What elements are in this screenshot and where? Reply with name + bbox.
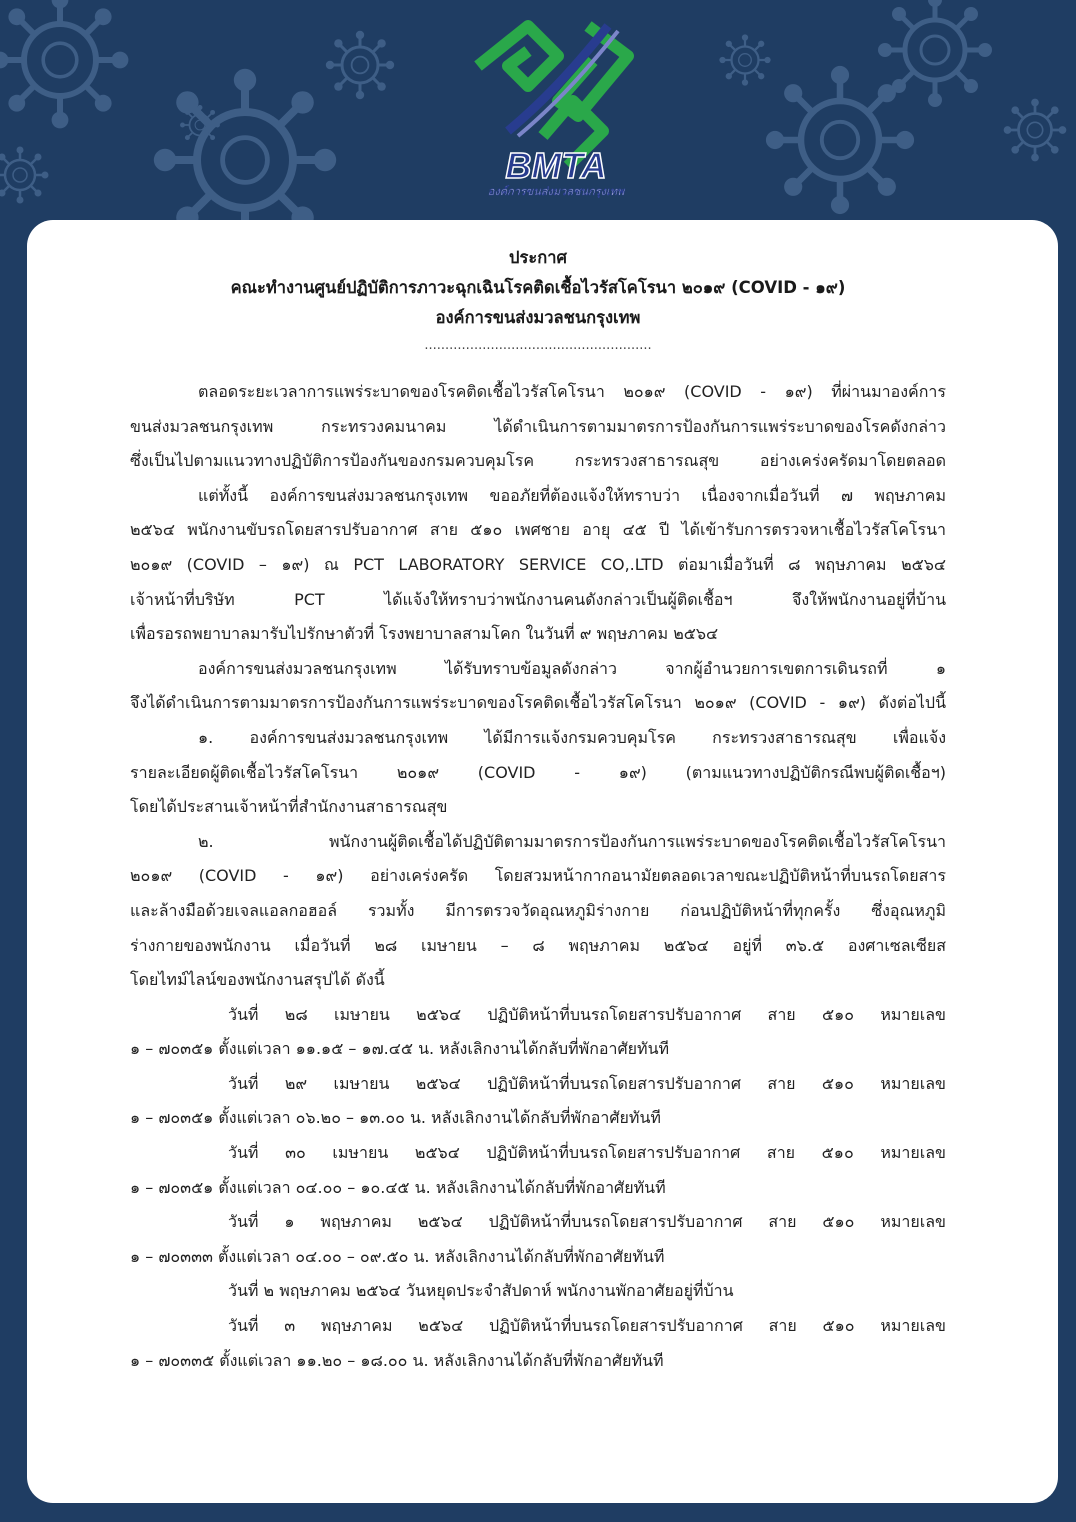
timeline-entry-line: ๑ – ๗๐๓๓๓ ตั้งแต่เวลา ๐๔.๐๐ – ๐๙.๕๐ น. หลังเลิกงานได้กลับที่พักอาศัยทันที <box>130 1246 665 1266</box>
list-item-1-line: ๑. องค์การขนส่งมวลชนกรุงเทพ ได้มีการแจ้งกรมควบคุมโรค กระทรวงสาธารณสุข เพื่อแจ้ง <box>198 727 946 747</box>
list-item-2-line: ๒๐๑๙ (COVID - ๑๙) อย่างเคร่งครัด โดยสวมหน้ากากอนามัยตลอดเวลาขณะปฏิบัติหน้าที่บนรถโดยสาร <box>130 866 946 886</box>
timeline-entry-line: ๑ – ๗๐๓๕๑ ตั้งแต่เวลา ๐๖.๒๐ – ๑๓.๐๐ น. หลังเลิกงานได้กลับที่พักอาศัยทันที <box>130 1108 661 1128</box>
timeline-entry-line: วันที่ ๒๙ เมษายน ๒๕๖๔ ปฏิบัติหน้าที่บนรถโดยสารปรับอากาศ สาย ๕๑๐ หมายเลข <box>228 1073 946 1093</box>
paragraph-line: ขนส่งมวลชนกรุงเทพ กระทรวงคมนาคม ได้ดำเนินการตามมาตรการป้องกันการแพร่ระบาดของโรคดังกล่าว <box>130 416 946 436</box>
bmta-logo <box>468 6 644 202</box>
paragraph-line: องค์การขนส่งมวลชนกรุงเทพ ได้รับทราบข้อมูลดังกล่าว จากผู้อำนวยการเขตการเดินรถที่ ๑ <box>198 658 946 678</box>
list-item-2-line: และล้างมือด้วยเจลแอลกอฮอล์ รวมทั้ง มีการตรวจวัดอุณหภูมิร่างกาย ก่อนปฏิบัติหน้าที่ทุกครั้ง ซึ่งอุณหภูมิ <box>130 900 946 920</box>
heading-organization: องค์การขนส่งมวลชนกรุงเทพ <box>435 308 641 327</box>
paragraph-line: ๒๐๑๙ (COVID – ๑๙) ณ PCT LABORATORY SERVICE CO,.LTD ต่อมาเมื่อวันที่ ๘ พฤษภาคม ๒๕๖๔ <box>130 554 946 574</box>
paragraph-line: เพื่อรอรถพยาบาลมารับไปรักษาตัวที่ โรงพยาบาลสามโคก ในวันที่ ๙ พฤษภาคม ๒๕๖๔ <box>130 624 719 644</box>
paragraph-line: ๒๕๖๔ พนักงานขับรถโดยสารปรับอากาศ สาย ๕๑๐ เพศชาย อายุ ๔๕ ปี ได้เข้ารับการตรวจหาเชื้อไวรัสโคโรนา <box>130 520 946 540</box>
logo-green-shape-left <box>478 26 558 86</box>
list-item-2-line: โดยไทม์ไลน์ของพนักงานสรุปได้ ดังนี้ <box>130 970 385 990</box>
timeline-entry-line: วันที่ ๑ พฤษภาคม ๒๕๖๔ ปฏิบัติหน้าที่บนรถโดยสารปรับอากาศ สาย ๕๑๐ หมายเลข <box>228 1212 946 1232</box>
paragraph-line: เจ้าหน้าที่บริษัท PCT ได้แจ้งให้ทราบว่าพนักงานคนดังกล่าวเป็นผู้ติดเชื้อฯ จึงให้พนักงานอยู่ที่บ้าน <box>130 589 946 609</box>
heading-announcement: ประกาศ <box>509 248 567 267</box>
logo-subtitle: องค์การขนส่งมวลชนกรุงเทพ <box>487 185 625 198</box>
timeline-entry-line: ๑ – ๗๐๓๕๑ ตั้งแต่เวลา ๑๑.๑๕ – ๑๗.๔๕ น. หลังเลิกงานได้กลับที่พักอาศัยทันที <box>130 1039 670 1059</box>
list-item-2-line: ๒. พนักงานผู้ติดเชื้อได้ปฏิบัติตามมาตรการป้องกันการแพร่ระบาดของโรคติดเชื้อไวรัสโคโรนา <box>198 831 946 851</box>
heading-separator: ....................................................... <box>424 338 652 353</box>
timeline-entry-line: ๑ – ๗๐๓๕๑ ตั้งแต่เวลา ๐๔.๐๐ – ๑๐.๔๕ น. หลังเลิกงานได้กลับที่พักอาศัยทันที <box>130 1177 666 1197</box>
list-item-1-line: รายละเอียดผู้ติดเชื้อไวรัสโคโรนา ๒๐๑๙ (COVID - ๑๙) (ตามแนวทางปฏิบัติกรณีพบผู้ติดเชื้อฯ) <box>130 762 946 782</box>
list-item-1-line: โดยได้ประสานเจ้าหน้าที่สำนักงานสาธารณสุข <box>130 797 448 817</box>
paragraph-line: จึงได้ดำเนินการตามมาตรการป้องกันการแพร่ระบาดของโรคติดเชื้อไวรัสโคโรนา ๒๐๑๙ (COVID - ๑๙) ดังต่อไปนี้ <box>130 693 946 713</box>
timeline-entry-line: วันที่ ๓ พฤษภาคม ๒๕๖๔ ปฏิบัติหน้าที่บนรถโดยสารปรับอากาศ สาย ๕๑๐ หมายเลข <box>228 1316 946 1336</box>
paragraph-line: แต่ทั้งนี้ องค์การขนส่งมวลชนกรุงเทพ ขออภัยที่ต้องแจ้งให้ทราบว่า เนื่องจากเมื่อวันที่ ๗ พฤษภาคม <box>198 485 946 505</box>
list-item-2-line: ร่างกายของพนักงาน เมื่อวันที่ ๒๘ เมษายน – ๘ พฤษภาคม ๒๕๖๔ อยู่ที่ ๓๖.๕ องศาเซลเซียส <box>130 935 946 955</box>
timeline-entry-line: วันที่ ๒ พฤษภาคม ๒๕๖๔ วันหยุดประจำสัปดาห์ พนักงานพักอาศัยอยู่ที่บ้าน <box>228 1281 734 1301</box>
timeline-entry-line: วันที่ ๒๘ เมษายน ๒๕๖๔ ปฏิบัติหน้าที่บนรถโดยสารปรับอากาศ สาย ๕๑๐ หมายเลข <box>228 1004 946 1024</box>
heading-committee: คณะทำงานศูนย์ปฏิบัติการภาวะฉุกเฉินโรคติดเชื้อไวรัสโคโรนา ๒๐๑๙ (COVID - ๑๙) <box>230 278 846 297</box>
timeline-entry-line: วันที่ ๓๐ เมษายน ๒๕๖๔ ปฏิบัติหน้าที่บนรถโดยสารปรับอากาศ สาย ๕๑๐ หมายเลข <box>228 1143 946 1163</box>
logo-wordmark: BMTA <box>505 145 607 186</box>
timeline-entry-line: ๑ – ๗๐๓๓๕ ตั้งแต่เวลา ๑๑.๒๐ – ๑๘.๐๐ น. หลังเลิกงานได้กลับที่พักอาศัยทันที <box>130 1350 664 1370</box>
paragraph-line: ตลอดระยะเวลาการแพร่ระบาดของโรคติดเชื้อไวรัสโคโรนา ๒๐๑๙ (COVID - ๑๙) ที่ผ่านมาองค์การ <box>198 382 946 401</box>
announcement-content <box>130 243 946 1378</box>
paragraph-line: ซึ่งเป็นไปตามแนวทางปฏิบัติการป้องกันของกรมควบคุมโรค กระทรวงสาธารณสุข อย่างเคร่งครัดมาโดยตลอด <box>130 451 946 471</box>
